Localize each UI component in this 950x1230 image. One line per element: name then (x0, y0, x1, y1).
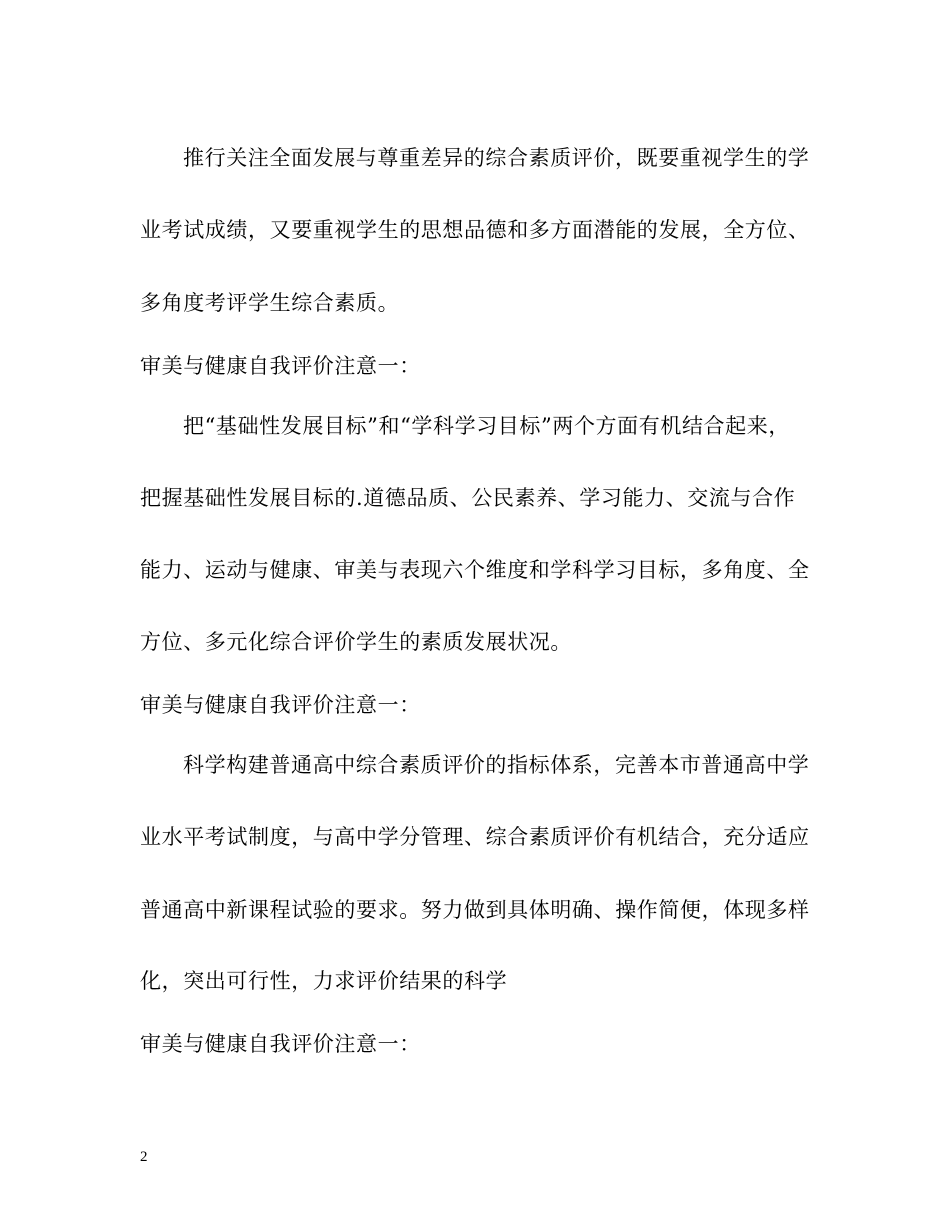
paragraph-3-line-3: 普通高中新课程试验的要求。努力做到具体明确、操作简便，体现多样 (140, 898, 810, 922)
paragraph-1-line-3: 多角度考评学生综合素质。 (140, 291, 400, 315)
section-heading-2: 审美与健康自我评价注意一： (140, 693, 421, 717)
page-number: 2 (140, 1149, 148, 1165)
paragraph-2-line-3: 能力、运动与健康、审美与表现六个维度和学科学习目标，多角度、全 (140, 558, 810, 582)
paragraph-1-line-2: 业考试成绩，又要重视学生的思想品德和多方面潜能的发展，全方位、 (140, 218, 810, 242)
paragraph-2-line-2: 把握基础性发展目标的.道德品质、公民素养、学习能力、交流与合作 (140, 486, 796, 510)
section-heading-1: 审美与健康自我评价注意一： (140, 354, 421, 378)
paragraph-3-line-2: 业水平考试制度，与高中学分管理、综合素质评价有机结合，充分适应 (140, 825, 810, 849)
section-heading-3: 审美与健康自我评价注意一： (140, 1032, 421, 1056)
paragraph-2-line-4: 方位、多元化综合评价学生的素质发展状况。 (140, 630, 572, 654)
paragraph-2-line-1: 把“基础性发展目标”和“学科学习目标”两个方面有机结合起来， (183, 414, 790, 438)
paragraph-1-line-1: 推行关注全面发展与尊重差异的综合素质评价，既要重视学生的学 (183, 146, 810, 170)
paragraph-3-line-4: 化，突出可行性，力求评价结果的科学 (140, 969, 508, 993)
paragraph-3-line-1: 科学构建普通高中综合素质评价的指标体系，完善本市普通高中学 (183, 753, 810, 777)
